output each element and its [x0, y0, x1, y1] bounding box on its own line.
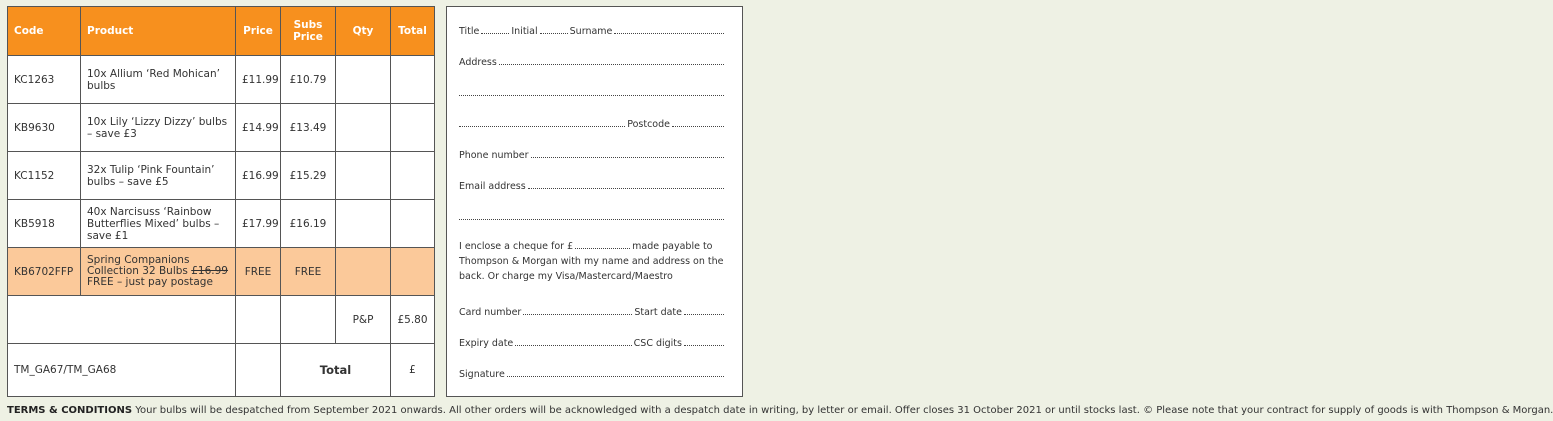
card-number-label: Card number	[459, 307, 522, 318]
email-row	[459, 180, 726, 192]
row-price: £14.99	[236, 104, 281, 152]
table-row	[8, 152, 435, 200]
promo-subs-price: FREE	[281, 248, 336, 296]
signature-row	[459, 368, 726, 380]
promo-product	[81, 248, 236, 296]
promo-line2: Collection 32 Bulbs	[87, 265, 188, 277]
header-subs-price	[281, 7, 336, 56]
cheque-paragraph	[459, 239, 732, 284]
email-label: Email address	[459, 181, 526, 192]
row-qty-cell[interactable]	[336, 104, 391, 152]
title-field[interactable]	[481, 25, 509, 34]
row-code: KB5918	[8, 200, 81, 248]
row-code: KC1263	[8, 56, 81, 104]
initial-label: Initial	[511, 26, 538, 37]
card-row	[459, 306, 726, 318]
row-code: KB9630	[8, 104, 81, 152]
customer-form	[446, 6, 743, 397]
total-blank-price	[236, 344, 281, 397]
total-value[interactable]: £	[391, 344, 435, 397]
row-total-cell[interactable]	[391, 56, 435, 104]
terms-text: Your bulbs will be despatched from September 2021 onwards. All other orders will be acknowledged with a despatch date in writing, by letter or email. Offer closes 31 October 2021 or until stocks last. © Please note that your contract for supply of goods is with Thompson & Morgan.	[135, 405, 1553, 416]
promo-code: KB6702FFP	[8, 248, 81, 296]
surname-label: Surname	[569, 26, 613, 37]
csc-label: CSC digits	[633, 338, 682, 349]
pp-blank-price	[236, 296, 281, 344]
table-row	[8, 104, 435, 152]
row-price: £17.99	[236, 200, 281, 248]
row-qty-cell[interactable]	[336, 152, 391, 200]
table-row	[8, 56, 435, 104]
email-line-2	[459, 211, 726, 220]
row-qty-cell[interactable]	[336, 200, 391, 248]
row-total-cell[interactable]	[391, 200, 435, 248]
expiry-label: Expiry date	[459, 338, 514, 349]
address-field-1[interactable]	[499, 56, 724, 65]
row-product: 10x Lily ‘Lizzy Dizzy’ bulbs – save £3	[81, 104, 236, 152]
header-code: Code	[8, 7, 81, 56]
csc-field[interactable]	[684, 337, 724, 346]
address-row	[459, 56, 726, 68]
order-table	[7, 6, 435, 397]
postcode-field[interactable]	[672, 118, 724, 127]
promo-total-cell[interactable]	[391, 248, 435, 296]
terms-heading: TERMS & CONDITIONS	[7, 405, 133, 416]
header-total: Total	[391, 7, 435, 56]
row-product: 32x Tulip ‘Pink Fountain’ bulbs – save £5	[81, 152, 236, 200]
row-product: 40x Narcisuss ‘Rainbow Butterflies Mixed’ bulbs – save £1	[81, 200, 236, 248]
signature-label: Signature	[459, 369, 505, 380]
address-label: Address	[459, 57, 497, 68]
start-date-label: Start date	[634, 307, 682, 318]
promo-line3: FREE – just pay postage	[87, 276, 213, 288]
row-subs-price: £15.29	[281, 152, 336, 200]
promo-qty-cell[interactable]	[336, 248, 391, 296]
initial-field[interactable]	[540, 25, 568, 34]
header-product: Product	[81, 7, 236, 56]
postcode-row	[459, 118, 726, 130]
row-price: £11.99	[236, 56, 281, 104]
promo-price: FREE	[236, 248, 281, 296]
row-product: 10x Allium ‘Red Mohican’ bulbs	[81, 56, 236, 104]
header-qty: Qty	[336, 7, 391, 56]
header-price: Price	[236, 7, 281, 56]
promo-row	[8, 248, 435, 296]
address-field-2[interactable]	[459, 87, 724, 96]
table-row	[8, 200, 435, 248]
cheque-amount-field[interactable]	[575, 241, 630, 249]
expiry-row	[459, 337, 726, 349]
row-total-cell[interactable]	[391, 104, 435, 152]
postcode-label: Postcode	[627, 119, 670, 130]
promo-strike-price: £16.99	[191, 265, 228, 277]
phone-field[interactable]	[531, 149, 724, 158]
row-code: KC1152	[8, 152, 81, 200]
card-number-field[interactable]	[523, 306, 632, 315]
signature-field[interactable]	[507, 368, 724, 377]
row-price: £16.99	[236, 152, 281, 200]
address-line-2	[459, 87, 726, 96]
pp-blank	[8, 296, 236, 344]
row-subs-price: £16.19	[281, 200, 336, 248]
terms-and-conditions	[7, 404, 1553, 421]
title-label: Title	[459, 26, 480, 37]
expiry-field[interactable]	[515, 337, 631, 346]
start-date-field[interactable]	[684, 306, 724, 315]
address-field-3[interactable]	[459, 118, 625, 127]
pp-value: £5.80	[391, 296, 435, 344]
row-subs-price: £10.79	[281, 56, 336, 104]
header-subs-line1: Subs	[293, 19, 323, 31]
email-field[interactable]	[528, 180, 724, 189]
ref-code: TM_GA67/TM_GA68	[8, 344, 236, 397]
email-field-2[interactable]	[459, 211, 724, 220]
cheque-text-2: made payable to Thompson & Morgan with my name and address on the back. Or charge my Visa/Mastercard/Maestro	[459, 241, 724, 282]
row-qty-cell[interactable]	[336, 56, 391, 104]
phone-label: Phone number	[459, 150, 529, 161]
table-header-row	[8, 7, 435, 56]
pp-row	[8, 296, 435, 344]
pp-blank-subs	[281, 296, 336, 344]
phone-row	[459, 149, 726, 161]
surname-field[interactable]	[614, 25, 724, 34]
row-subs-price: £13.49	[281, 104, 336, 152]
header-subs-line2: Price	[293, 31, 323, 43]
promo-line1: Spring Companions	[87, 254, 190, 266]
row-total-cell[interactable]	[391, 152, 435, 200]
name-row	[459, 25, 726, 37]
pp-label: P&P	[336, 296, 391, 344]
total-label: Total	[281, 344, 391, 397]
total-row	[8, 344, 435, 397]
cheque-text-1: I enclose a cheque for £	[459, 241, 574, 252]
